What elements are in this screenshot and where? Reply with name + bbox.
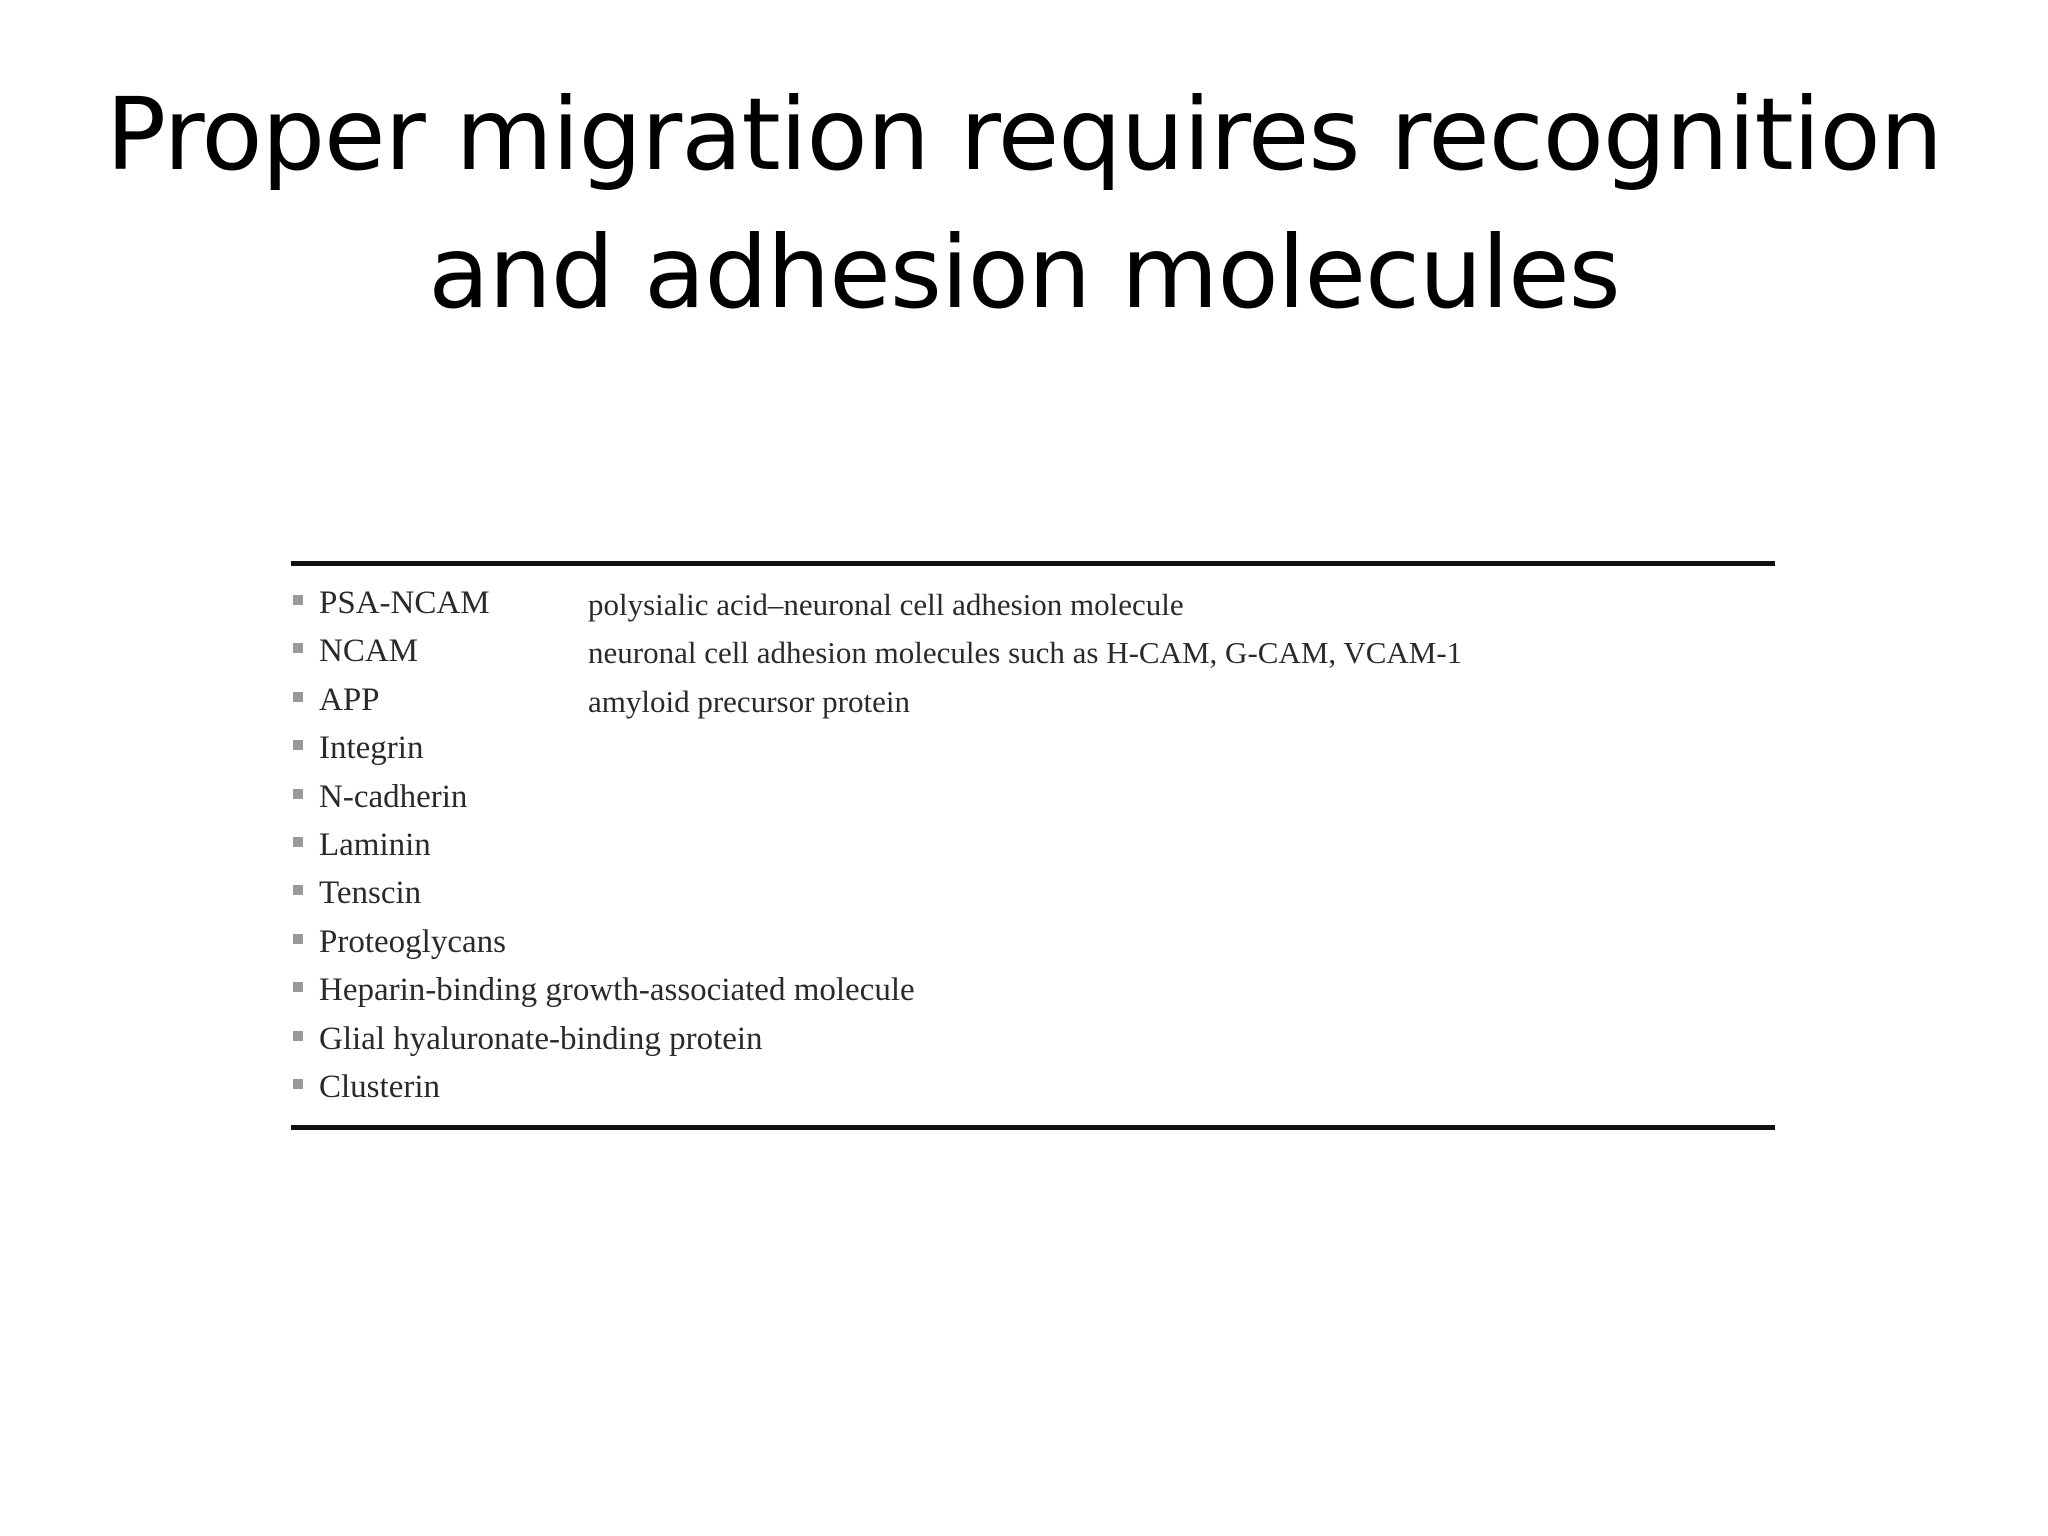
molecule-definition: polysialic acid–neuronal cell adhesion molecule: [588, 587, 1184, 622]
slide-title: [100, 66, 1948, 342]
table-row: [291, 968, 1775, 1016]
table-top-rule: [291, 561, 1775, 566]
title-line-1: Proper migration requires recognition: [105, 76, 1943, 193]
square-bullet-icon: [293, 934, 303, 944]
table-row: [291, 823, 1775, 871]
molecule-term: Tenscin: [319, 875, 422, 912]
square-bullet-icon: [293, 982, 303, 992]
molecule-term: NCAM: [319, 633, 419, 670]
molecule-term: PSA-NCAM: [319, 585, 490, 621]
table-row: [291, 1017, 1775, 1065]
square-bullet-icon: [293, 789, 303, 799]
title-line-2: and adhesion molecules: [428, 214, 1620, 331]
table-row: [291, 629, 1775, 677]
molecule-term: Proteoglycans: [319, 923, 506, 960]
square-bullet-icon: [293, 837, 303, 847]
molecule-definition: neuronal cell adhesion molecules such as H-CAM, G-CAM, VCAM-1: [588, 635, 1463, 671]
table-bottom-rule: [291, 1125, 1775, 1130]
molecule-term: Glial hyaluronate-binding protein: [319, 1020, 763, 1057]
table-row: [291, 920, 1775, 968]
molecule-definition: amyloid precursor protein: [588, 683, 910, 719]
table-row: [291, 678, 1775, 726]
molecule-term: Laminin: [319, 826, 431, 863]
square-bullet-icon: [293, 740, 303, 750]
square-bullet-icon: [293, 1079, 303, 1089]
molecule-term: N-cadherin: [319, 778, 468, 815]
table-row: [291, 1065, 1775, 1113]
molecule-term: Clusterin: [319, 1068, 440, 1105]
table-row: [291, 871, 1775, 919]
square-bullet-icon: [293, 1031, 303, 1041]
square-bullet-icon: [293, 595, 303, 605]
table-row: [291, 726, 1775, 774]
molecule-term: APP: [319, 681, 380, 718]
molecule-term: Integrin: [319, 730, 424, 767]
square-bullet-icon: [293, 885, 303, 895]
molecule-table: [291, 581, 1775, 1113]
molecule-term: Heparin-binding growth-associated molecule: [319, 972, 915, 1009]
table-row: [291, 775, 1775, 823]
table-row: [291, 581, 1775, 629]
square-bullet-icon: [293, 692, 303, 702]
square-bullet-icon: [293, 643, 303, 653]
